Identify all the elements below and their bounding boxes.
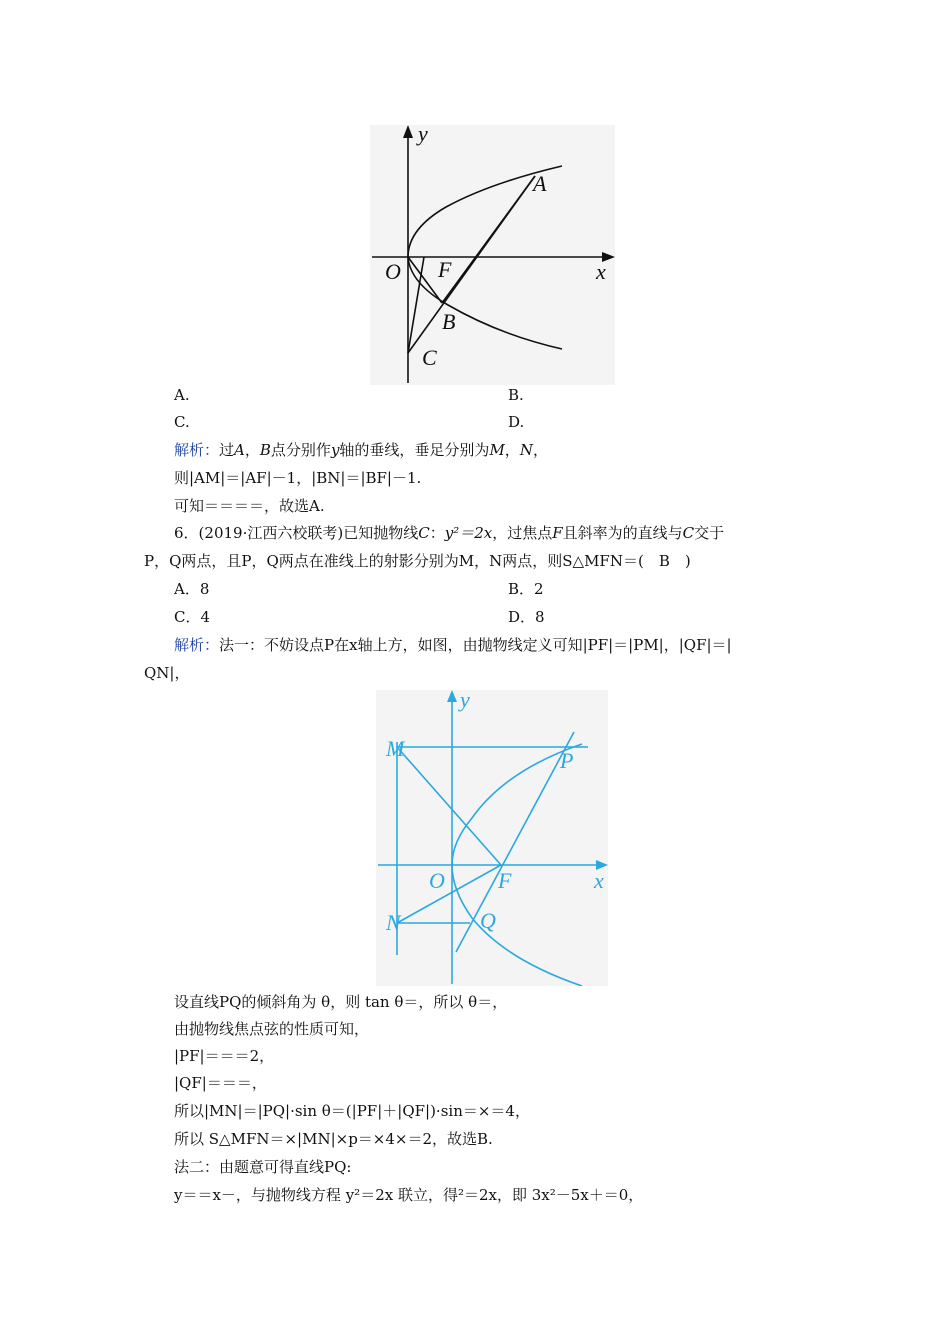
label-a: A xyxy=(533,171,547,196)
q6-solution-line-9: 法二：由题意可得直线PQ: xyxy=(174,1158,352,1176)
q6-solution-line-2: QN|， xyxy=(144,664,190,682)
label-n: N xyxy=(386,910,401,935)
q6-stem-line-2: P，Q两点，且P，Q两点在准线上的射影分别为M，N两点，则S△MFN＝( B ) xyxy=(144,552,691,570)
q6-option-a: A．8 xyxy=(174,580,210,598)
solution-label: 解析： xyxy=(174,636,220,654)
q6-option-b: B．2 xyxy=(508,580,544,598)
label-m: M xyxy=(386,736,405,761)
q5-option-a: A. xyxy=(174,386,190,404)
q6-option-d: D．8 xyxy=(508,608,545,626)
q6-stem-line-1: 6．(2019·江西六校联考)已知抛物线C：y²＝2x，过焦点F且斜率为的直线与C交于 xyxy=(174,524,725,542)
q5-option-d: D. xyxy=(508,413,525,431)
q6-solution-line-8: 所以 S△MFN＝×|MN|×p＝×4×＝2，故选B. xyxy=(174,1130,493,1148)
label-o: O xyxy=(429,868,445,893)
q6-solution-line-10: y＝＝x－，与抛物线方程 y²＝2x 联立，得²＝2x，即 3x²－5x＋＝0， xyxy=(174,1186,644,1204)
label-c: C xyxy=(422,345,437,370)
solution-label: 解析： xyxy=(174,441,220,459)
label-f: F xyxy=(438,257,452,282)
label-y: y xyxy=(460,690,470,712)
q6-solution-line-3: 设直线PQ的倾斜角为 θ，则 tan θ＝，所以 θ＝， xyxy=(174,993,508,1011)
q5-solution-line-2: 则|AM|＝|AF|－1，|BN|＝|BF|－1. xyxy=(174,469,422,487)
label-q: Q xyxy=(480,908,496,933)
q6-option-c: C．4 xyxy=(174,608,211,626)
q5-option-b: B. xyxy=(508,386,524,404)
figure-parabola-abc xyxy=(370,125,615,385)
q6-solution-line-4: 由抛物线焦点弦的性质可知， xyxy=(174,1020,370,1038)
label-f: F xyxy=(498,868,512,893)
figure-parabola-mpnq xyxy=(376,690,608,986)
label-p: P xyxy=(560,748,574,773)
label-x: x xyxy=(594,868,604,893)
q5-solution-line-3: 可知＝＝＝＝，故选A. xyxy=(174,497,325,515)
label-x: x xyxy=(596,259,606,284)
label-o: O xyxy=(385,259,401,284)
q6-solution-line-1: 解析：法一：不妨设点P在x轴上方，如图，由抛物线定义可知|PF|＝|PM|，|QF|＝| xyxy=(174,636,732,654)
q6-solution-line-7: 所以|MN|＝|PQ|·sin θ＝(|PF|＋|QF|)·sin＝×＝4， xyxy=(174,1102,530,1120)
label-b: B xyxy=(442,309,456,334)
q6-solution-line-5: |PF|＝＝＝2， xyxy=(174,1047,275,1065)
q5-solution-line-1: 解析：过A，B点分别作y轴的垂线，垂足分别为M，N， xyxy=(174,441,548,459)
label-y: y xyxy=(418,125,428,146)
q5-option-c: C. xyxy=(174,413,190,431)
q6-solution-line-6: |QF|＝＝＝， xyxy=(174,1074,267,1092)
